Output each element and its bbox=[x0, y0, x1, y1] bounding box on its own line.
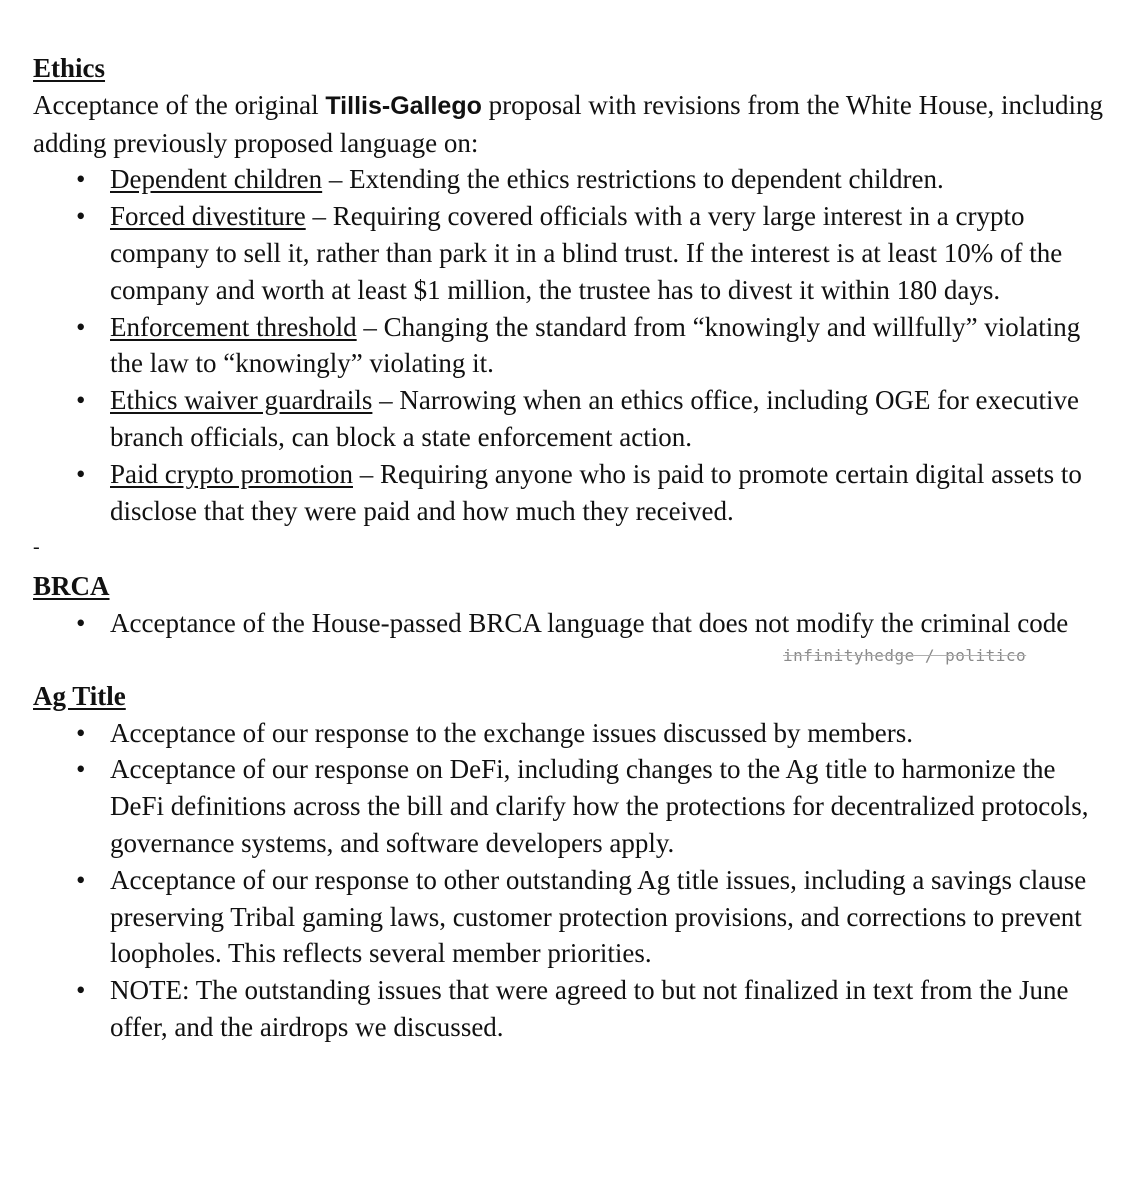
ethics-item-text: – Changing the standard from “knowingly and willfully” violating the law to “knowingly” violating it. bbox=[110, 311, 1081, 379]
ethics-section bbox=[33, 50, 1113, 529]
brca-item-text: Acceptance of the House-passed BRCA language that does not modify the criminal code bbox=[110, 607, 1069, 638]
ethics-item-enforcement-threshold bbox=[33, 309, 1113, 383]
ethics-item-text: – Narrowing when an ethics office, including OGE for executive branch officials, can block a state enforcement action. bbox=[110, 385, 1079, 452]
ethics-item-term: Forced divestiture bbox=[110, 201, 306, 232]
ethics-intro-proposal-name: Tillis-Gallego bbox=[325, 91, 482, 120]
ag-title-heading: Ag Title bbox=[33, 680, 126, 711]
document-page bbox=[33, 50, 1113, 1046]
ethics-item-text: – Requiring covered officials with a very large interest in a crypto company to sell it, rather than park it in a blind trust. If the interest is at least 10% of the company and worth at least $1 million, the trustee has to divest it within 180 days. bbox=[110, 201, 1063, 305]
ethics-heading: Ethics bbox=[33, 53, 106, 83]
bullet-icon: • bbox=[76, 385, 86, 416]
bullet-icon: • bbox=[76, 607, 86, 638]
bullet-icon: • bbox=[76, 201, 86, 232]
bullet-icon: • bbox=[76, 975, 86, 1006]
ag-item-note bbox=[33, 972, 1113, 1046]
section-separator: - bbox=[33, 536, 40, 559]
ethics-item-dependent-children bbox=[33, 161, 1113, 198]
ethics-item-text: – Requiring anyone who is paid to promote certain digital assets to disclose that they were paid and how much they received. bbox=[110, 458, 1082, 526]
bullet-icon: • bbox=[76, 864, 86, 895]
ag-item-outstanding-issues bbox=[33, 862, 1113, 972]
ag-item-text: NOTE: The outstanding issues that were agreed to but not finalized in text from the June offer, and the airdrops we discussed. bbox=[110, 975, 1069, 1042]
ag-item-exchange-issues bbox=[33, 715, 1113, 752]
ethics-list bbox=[33, 161, 1113, 529]
brca-list bbox=[33, 605, 1113, 642]
ethics-item-term: Enforcement threshold bbox=[110, 311, 357, 342]
ethics-intro bbox=[33, 87, 1113, 162]
ethics-intro-start: Acceptance of the original bbox=[33, 89, 326, 120]
ag-item-text: Acceptance of our response on DeFi, including changes to the Ag title to harmonize the DeFi definitions across the bill and clarify how the protections for decentralized protocols, governance systems, and software developers apply. bbox=[110, 754, 1089, 858]
ag-title-list bbox=[33, 715, 1113, 1046]
watermark-row bbox=[33, 642, 1113, 678]
ethics-item-waiver-guardrails bbox=[33, 382, 1113, 456]
ag-title-section bbox=[33, 678, 1113, 1046]
ethics-item-term: Dependent children bbox=[110, 164, 323, 195]
ag-item-text: Acceptance of our response to other outstanding Ag title issues, including a savings clause preserving Tribal gaming laws, customer protection provisions, and corrections to prevent loopholes. This reflects several member priorities. bbox=[110, 864, 1087, 969]
bullet-icon: • bbox=[76, 164, 86, 195]
bullet-icon: • bbox=[76, 754, 86, 785]
bullet-icon: • bbox=[76, 311, 86, 342]
ag-item-text: Acceptance of our response to the exchange issues discussed by members. bbox=[110, 717, 913, 748]
ethics-item-term: Paid crypto promotion bbox=[110, 458, 353, 489]
ethics-item-paid-crypto-promotion bbox=[33, 456, 1113, 530]
brca-item bbox=[33, 605, 1113, 642]
ethics-item-text: – Extending the ethics restrictions to dependent children. bbox=[322, 164, 944, 195]
brca-section bbox=[33, 568, 1113, 642]
ethics-item-term: Ethics waiver guardrails bbox=[110, 385, 373, 416]
watermark-text: infinityhedge / politico bbox=[783, 645, 1027, 665]
brca-heading: BRCA bbox=[33, 571, 110, 602]
ag-item-defi bbox=[33, 751, 1113, 861]
ethics-item-forced-divestiture bbox=[33, 198, 1113, 308]
ethics-intro-end: proposal with revisions from the White House, including adding previously proposed language on: bbox=[33, 89, 1104, 158]
bullet-icon: • bbox=[76, 717, 86, 748]
bullet-icon: • bbox=[76, 458, 86, 489]
